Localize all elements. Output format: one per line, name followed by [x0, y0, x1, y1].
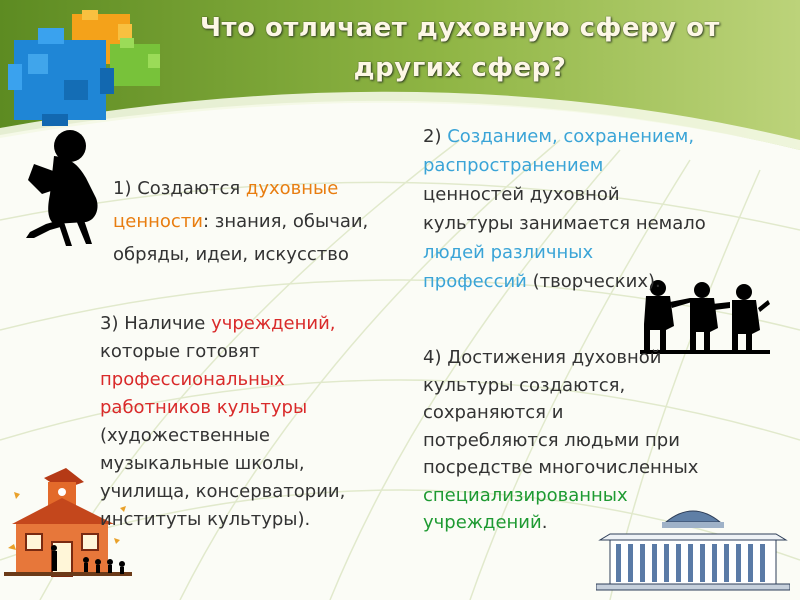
point-2-text: 2)	[423, 126, 448, 147]
point-1-text-2: : знания, обычаи,	[202, 211, 369, 232]
reading-woman-silhouette-icon	[20, 128, 110, 246]
slide-title	[160, 8, 760, 88]
slide-title-line-1: Что отличает духовную сферу от	[200, 13, 720, 43]
point-4-text-5: посредстве многочисленных	[423, 457, 699, 478]
point-2-highlight-3: людей различных	[423, 242, 594, 263]
point-2-highlight-2: распространением	[423, 155, 604, 176]
point-4-highlight: специализированных	[423, 484, 628, 506]
point-4-text-3: сохраняются и	[423, 402, 564, 423]
point-2-text-3: культуры занимается немало	[423, 213, 706, 234]
point-3-highlight-2: профессиональных	[100, 369, 285, 390]
point-4-highlight-2: учреждений	[423, 512, 542, 533]
point-3-text-2: которые готовят	[100, 341, 260, 362]
point-3-highlight-3: работников культуры	[100, 397, 308, 418]
point-1-highlight-2: ценности	[113, 211, 203, 232]
point-3	[100, 310, 410, 534]
point-4	[423, 344, 763, 537]
point-1	[113, 172, 413, 271]
point-2-highlight-4: профессий	[423, 271, 527, 292]
point-3-text-5: училища, консерватории,	[100, 481, 346, 502]
puzzle-cubes-icon	[8, 10, 166, 128]
point-4-text: 4) Достижения духовной	[423, 347, 662, 368]
point-3-text-6: институты культуры).	[100, 509, 311, 530]
point-4-text-4: потребляются людьми при	[423, 429, 680, 451]
point-2	[423, 122, 763, 296]
point-3-text: 3) Наличие	[100, 313, 212, 334]
point-1-text-3: обряды, идеи, искусство	[113, 244, 349, 265]
point-3-text-4: музыкальные школы,	[100, 453, 305, 474]
point-2-text-4: (творческих).	[526, 271, 661, 292]
point-2-text-2: ценностей духовной	[423, 184, 620, 205]
point-1-highlight: духовные	[245, 178, 339, 199]
point-4-text-2: культуры создаются,	[423, 374, 626, 396]
point-4-text-6: .	[541, 512, 548, 533]
point-1-text: 1) Создаются	[113, 178, 246, 199]
point-2-highlight: Созданием, сохранением,	[447, 126, 695, 147]
slide-title-line-2: других сфер?	[353, 53, 567, 83]
point-3-highlight: учреждений,	[211, 313, 336, 334]
point-3-text-3: (художественные	[100, 425, 270, 446]
